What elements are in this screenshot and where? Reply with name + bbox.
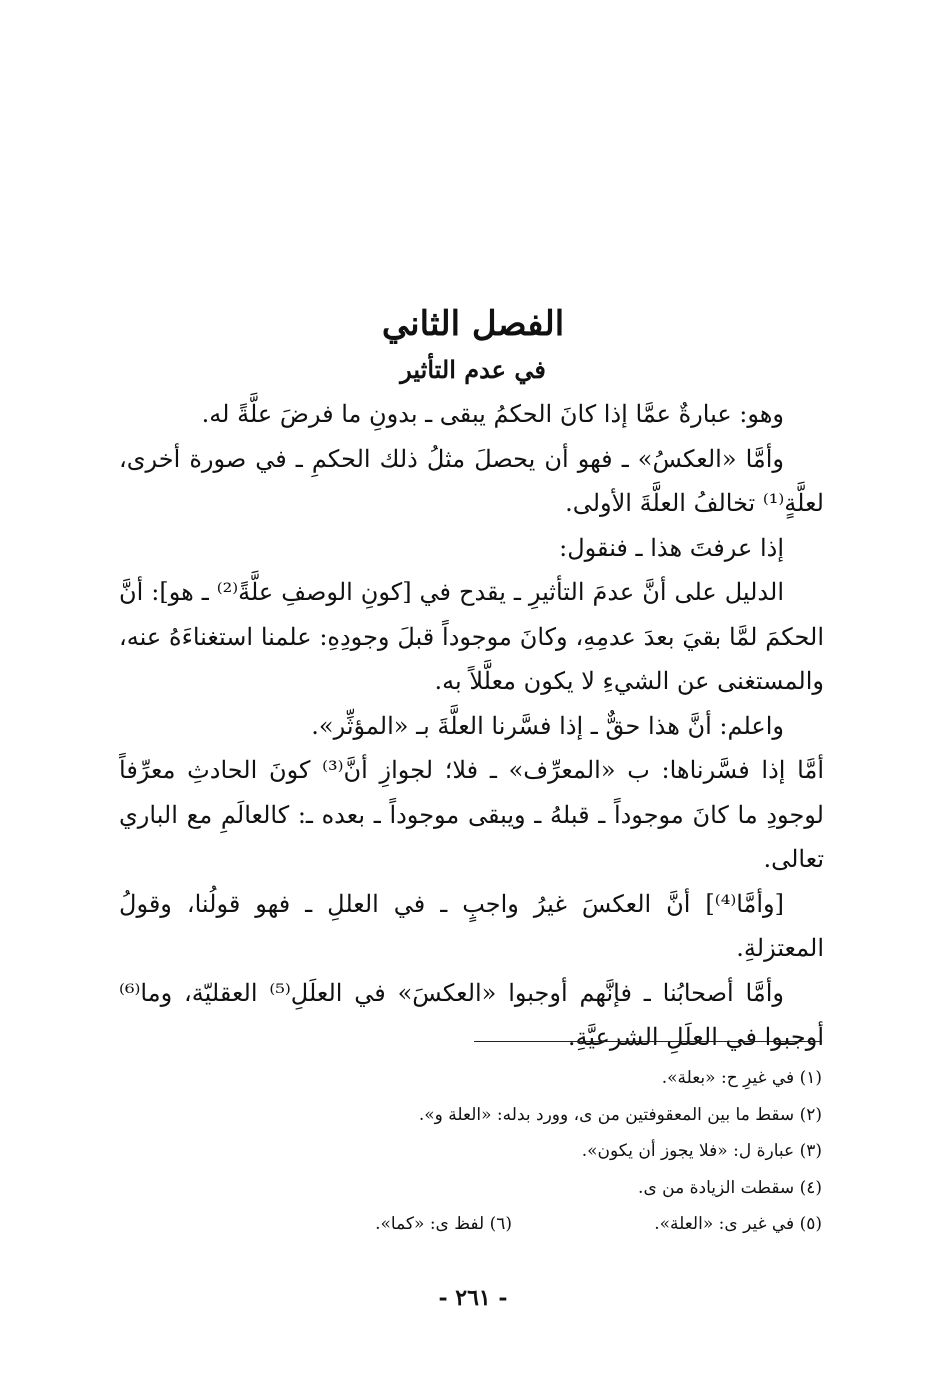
footnote-divider [474, 1041, 822, 1042]
footnote-5: (٥) في غير ى: «العلة». [654, 1214, 822, 1234]
paragraph-evidence: الدليل على أنَّ عدمَ التأثيرِ ـ يقدح في [كونِ الوصفِ علَّةً⁽²⁾ ـ هو]: أنَّ الحكمَ لمَّا بقيَ بعدَ عدمِهِ، وكانَ موجوداً قبلَ وجودِهِ: علمنا استغناءَهُ عنه، والمستغنى عن الشيءِ لا يكون معلَّلاً به. [119, 578, 824, 695]
paragraph-companions: وأمَّا أصحابُنا ـ فإنَّهم أوجبوا «العكسَ» في العلَلِ⁽⁵⁾ العقليّة، وما⁽⁶⁾ أوجبوا في العلَلِ الشرعيَّةِ. [119, 978, 824, 1051]
page-number: - ٢٦١ - [438, 1285, 508, 1311]
chapter-title: الفصل الثاني [381, 304, 565, 344]
footnote-row-5-6 [202, 1206, 822, 1243]
paragraph-definition: وهو: عبارةٌ عمَّا إذا كانَ الحكمُ يبقى ـ بدونِ ما فرضَ علَّةً له. [201, 400, 784, 428]
main-text [119, 392, 824, 1060]
footnotes [202, 1060, 822, 1243]
footnote-1: (١) في غيرِ ح: «بعلة». [661, 1068, 822, 1088]
paragraph-note: واعلم: أنَّ هذا حقٌّ ـ إذا فسَّرنا العلَّةَ بـ «المؤثِّر». [311, 711, 784, 740]
paragraph-intro: إذا عرفتَ هذا ـ فنقول: [559, 533, 784, 562]
paragraph-mutazila: [وأمَّا⁽⁴⁾] أنَّ العكسَ غيرُ واجبٍ ـ في العللِ ـ فهو قولُنا، وقولُ المعتزلةِ. [119, 889, 824, 962]
paragraph-reverse: وأمَّا «العكسُ» ـ فهو أن يحصلَ مثلُ ذلك الحكمِ ـ في صورة أخرى، لعلَّةٍ⁽¹⁾ تخالفُ العلَّةَ الأولى. [119, 444, 824, 517]
paragraph-definer: أمَّا إذا فسَّرناها: ب «المعرِّف» ـ فلا؛ لجوازِ أنَّ⁽³⁾ كونَ الحادثِ معرِّفاً لوجودِ ما كانَ موجوداً ـ قبلهُ ـ ويبقى موجوداً ـ بعده ـ: كالعالَمِ مع الباري تعالى. [119, 756, 824, 873]
footnote-4: (٤) سقطت الزيادة من ى. [638, 1177, 822, 1198]
footnote-3: (٣) عبارة ل: «فلا يجوز أن يكون». [581, 1141, 822, 1161]
footnote-6: (٦) لفظ ى: «كما». [375, 1214, 512, 1234]
section-subtitle: في عدم التأثير [400, 355, 546, 384]
footnote-2: (٢) سقط ما بين المعقوفتين من ى، وورد بدله: «العلة و». [418, 1104, 822, 1125]
